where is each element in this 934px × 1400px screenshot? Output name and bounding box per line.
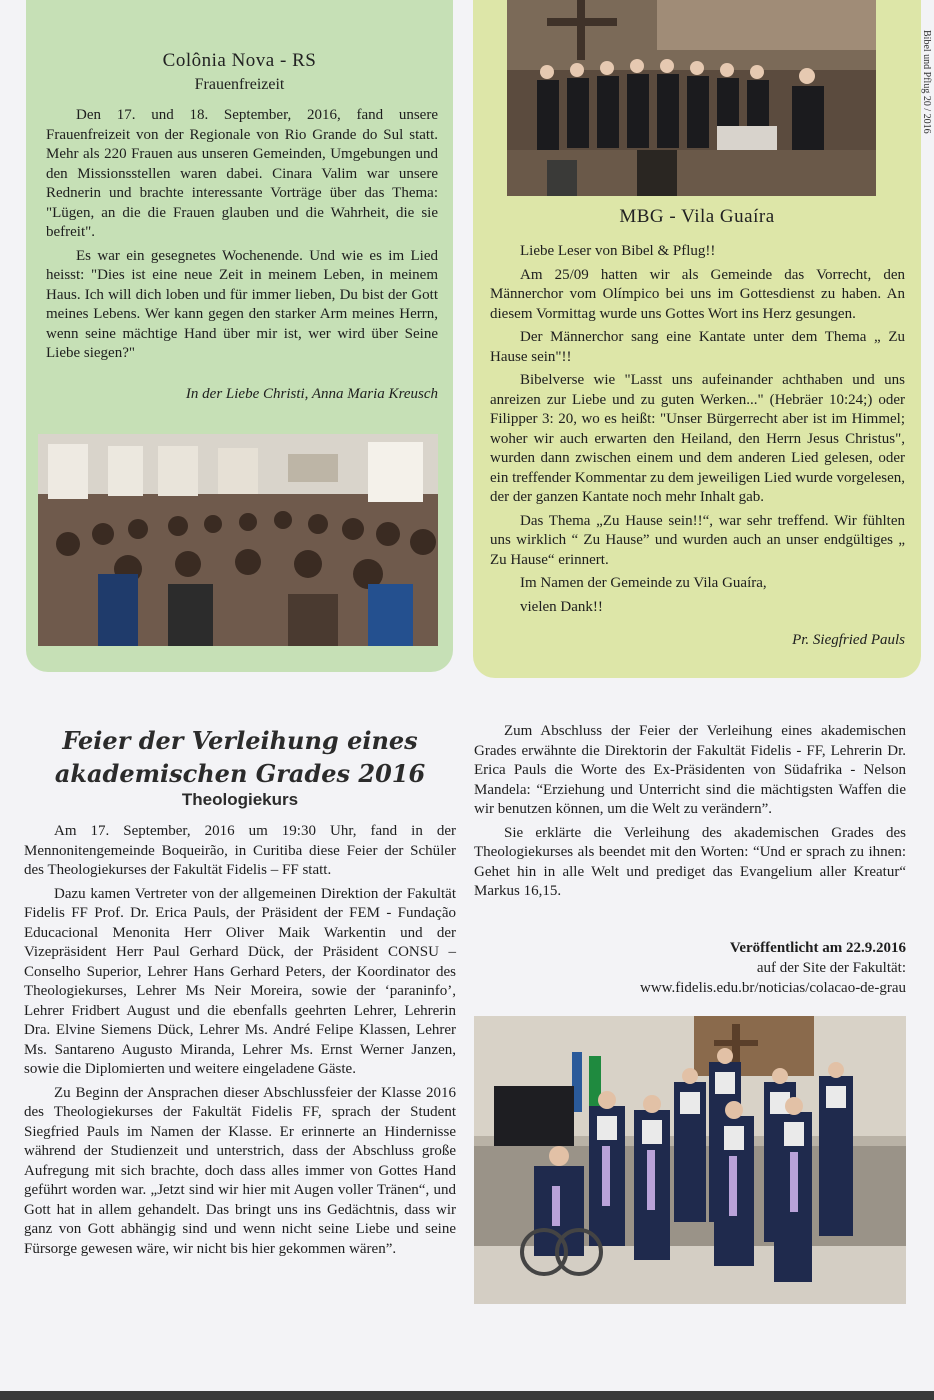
colonia-nova-subtitle: Frauenfreizeit	[194, 76, 285, 93]
article-paragraph: Am 17. September, 2016 um 19:30 Uhr, fand in der Mennonitengemeinde Boqueirão, in Curitiba diese Feier der Schüler des Theologiekurses der Fakultät Fidelis – FF statt.	[24, 823, 456, 878]
colonia-nova-title: Colônia Nova - RS	[162, 50, 317, 71]
article-paragraph: Dazu kamen Vertreter von der allgemeinen Direktion der Fakultät Fidelis FF Prof. Dr. Erica Pauls, der Präsident der FEM - Fundação Educacional Menonita Herr Oliver Maik Warkentin und der Vizepräsident Herr Paul Gerhard Dück, der Präsident CONSU – Conselho Superior, Lehrer Hans Gerhard Peters, der Koordinator des Theologiekurses, Lehrer Ms Neir Moreira, sowie der ‘paraninfo’, Lehrer Fridbert August und die ebenfalls geehrten Lehrer, Lehrerin Dra. Elvine Siemens Dück, Lehrer Ms. André Felipe Klassen, Lehrer Ms. Santareno Augusto Miranda, Lehrer Ms. Ernst Werner Janzen, sowie die Diplomierten und weitere eingeladene Gäste.	[24, 885, 456, 1077]
colonia-nova-paragraph: Den 17. und 18. September, 2016, fand unsere Frauenfreizeit von der Regionale von Rio Grande do Sul statt. Mehr als 220 Frauen aus unseren Gemeinden, Umgebungen und den Missionsstellen waren dabei. Cinara Valim war unsere Rednerin und brachte interessante Vorträge über das Thema: "Lügen, an die die Frauen glauben und die Wahrheit, die sie befreit".	[46, 107, 438, 240]
mens-choir-photo	[507, 0, 876, 196]
article-paragraph: Sie erklärte die Verleihung des akademischen Grades des Theologiekurses als beendet mit den Worten: “Und er sprach zu ihnen: Gehet hin in alle Welt und prediget das Evangelium aller Kreatur“ Markus 16,15.	[474, 824, 906, 899]
women-retreat-photo	[38, 434, 438, 646]
article-subtitle: Theologiekurs	[181, 790, 299, 809]
graduation-photo	[474, 1016, 906, 1304]
article-title	[40, 724, 440, 790]
article-right-column	[474, 722, 906, 906]
published-url[interactable]: www.fidelis.edu.br/noticias/colacao-de-grau	[639, 980, 906, 996]
vila-guaira-paragraph: Bibelverse wie "Lasst uns aufeinander achthaben und uns anreizen zur Liebe und zu guten Werken..." (Hebräer 10:24;) oder Filipper 3: 20, wo es heißt: "Unser Bürgerrecht aber ist im Himmel; woher wir auch erwarten den Heiland, den Herrn Jesus Christus", wurden dann zwischen einem und dem anderen Lied gelesen, oder ein treffender Kommentar zu dem jeweiligen Lied wurde vorgelesen, der der ganzen Kantate noch mehr Inhalt gab.	[490, 372, 905, 505]
vila-guaira-paragraph: Das Thema „Zu Hause sein!!“, war sehr treffend. Wir fühlten uns wirklich “ Zu Hause” und wurden auch an unser endgültiges „ Zu Hause“ erinnert.	[490, 512, 905, 568]
vila-guaira-title: MBG - Vila Guaíra	[619, 206, 775, 227]
publication-note	[474, 938, 906, 998]
published-date: Veröffentlicht am 22.9.2016	[729, 940, 906, 956]
vila-guaira-signature: Pr. Siegfried Pauls	[792, 632, 905, 648]
article-title-line: Feier der Verleihung eines	[62, 726, 418, 755]
colonia-nova-body	[46, 106, 438, 368]
vila-guaira-paragraph: vielen Dank!!	[520, 598, 603, 615]
vila-guaira-body	[490, 242, 905, 621]
article-paragraph: Zu Beginn der Ansprachen dieser Abschlussfeier der Klasse 2016 des Theologiekurses der Fakultät Fidelis FF, sprach der Student Siegfried Pauls im Namen der Klasse. Er erinnerte an Hindernisse während der Studienzeit und unterstrich, dass der Abschluss große Aufregung mit sich brachte, doch dass alles immer von Gottes Hand geführt worden war. „Jetzt sind wir hier mit Augen voller Tränen“, und Gott hat in allem gehandelt. Das bringt uns ins Gedächtnis, dass wir ganz von Gott abhängig sind und wenn nicht seine Liebe und seine Fürsorge gewesen wäre, wir nicht bis hier gekommen wären”.	[24, 1084, 456, 1257]
vila-guaira-paragraph: Liebe Leser von Bibel & Pflug!!	[520, 243, 716, 259]
colonia-nova-paragraph: Es war ein gesegnetes Wochenende. Und wie es im Lied heisst: "Dies ist eine neue Zeit in meinem Leben, in meinem Haus. Ich will dich loben und für immer lieben, Du bist der Gott meines Lebens. Wer kann gegen den starker Arm meines Herrn, wenn seine mächtige Hand über mir ist, wer wird über Seine Liebe siegen?"	[46, 247, 438, 361]
published-site-label: auf der Site der Fakultät:	[756, 960, 906, 976]
article-left-column	[24, 822, 456, 1263]
vila-guaira-paragraph: Im Namen der Gemeinde zu Vila Guaíra,	[520, 575, 767, 591]
vila-guaira-paragraph: Der Männerchor sang eine Kantate unter dem Thema „ Zu Hause sein"!!	[490, 329, 905, 365]
vila-guaira-paragraph: Am 25/09 hatten wir als Gemeinde das Vorrecht, den Männerchor vom Olímpico bei uns im Gottesdienst zu haben. An diesem Vormittag wurde uns Gottes Wort ins Herz gesungen.	[490, 266, 905, 322]
article-title-line: akademischen Grades 2016	[54, 759, 426, 788]
bottom-rule	[0, 1391, 934, 1400]
running-head: Bibel und Pflug 20 / 2016	[921, 30, 932, 134]
colonia-nova-signature: In der Liebe Christi, Anna Maria Kreusch	[185, 386, 438, 402]
article-paragraph: Zum Abschluss der Feier der Verleihung eines akademischen Grades erwähnte die Direktorin der Fakultät Fidelis - FF, Lehrerin Dr. Erica Pauls die Worte des Ex-Präsidenten von Südafrika - Nelson Mandela: “Erziehung und Unterricht sind die mächtigsten Waffen die wir benutzen können, um die Welt zu verändern”.	[474, 723, 906, 817]
